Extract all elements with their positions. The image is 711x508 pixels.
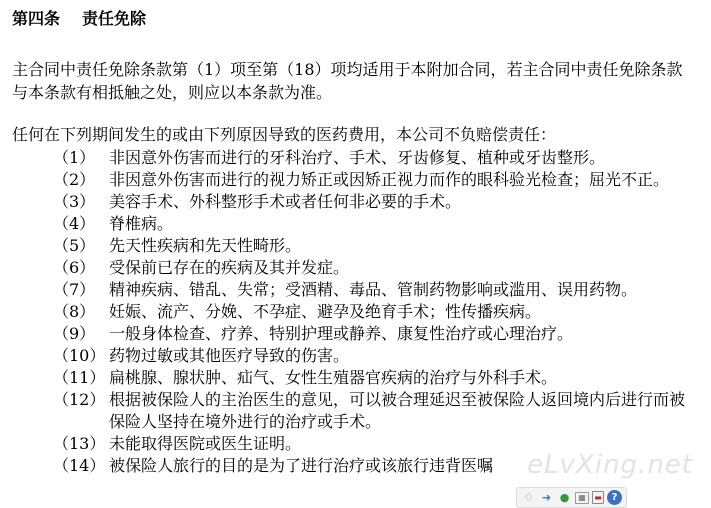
item-number: （12） [53,390,106,409]
intro-paragraph: 主合同中责任免除条款第（1）项至第（18）项均适用于本附加合同，若主合同中责任免除条款与本条款有相抵触之处，则应以本条款为准。 [12,60,683,102]
item-text: 药物过敏或其他医疗导致的伤害。 [109,346,350,365]
site-watermark: eLvXing.net [527,450,693,480]
leaf-icon[interactable]: ● [559,491,570,504]
list-item [8,323,703,345]
item-text: 受保前已存在的疾病及其并发症。 [109,258,350,277]
help-icon[interactable]: ? [607,490,622,505]
list-item [8,279,703,301]
list-item [8,169,703,191]
item-number: （8） [53,302,96,321]
list-item [8,345,703,367]
list-item [8,367,703,389]
item-number: （1） [53,148,96,167]
item-number: （9） [53,324,96,343]
list-item [8,235,703,257]
item-number: （11） [53,368,106,387]
item-number: （5） [53,236,96,255]
arrow-icon[interactable]: ➜ [541,491,552,504]
item-text: 先天性疾病和先天性畸形。 [109,236,302,255]
item-text: 非因意外伤害而进行的牙科治疗、手术、牙齿修复、植种或牙齿整形。 [109,148,606,167]
list-item [8,213,703,235]
item-text: 脊椎病。 [109,214,174,233]
item-number: （10） [53,346,106,365]
item-number: （7） [53,280,96,299]
item-text: 一般身体检查、疗养、特别护理或静养、康复性治疗或心理治疗。 [109,324,574,343]
window-icon[interactable]: ▬ [592,491,604,504]
item-number: （14） [53,456,106,475]
item-text: 被保险人旅行的目的是为了进行治疗或该旅行违背医嘱 [109,456,494,475]
clause-title: 责任免除 [82,9,147,28]
item-text: 未能取得医院或医生证明。 [109,434,302,453]
item-text: 美容手术、外科整形手术或者任何非必要的手术。 [109,192,462,211]
list-item [8,389,703,433]
item-number: （4） [53,214,96,233]
clause-heading [12,8,146,30]
item-text: 根据被保险人的主治医生的意见，可以被合理延迟至被保险人返回境内后进行而被保险人坚持在境外进行的治疗或手术。 [109,390,686,431]
item-number: （6） [53,258,96,277]
keyboard-icon[interactable]: ▦ [575,492,589,504]
exclusion-list [8,147,703,477]
exclusion-lead-paragraph: 任何在下列期间发生的或由下列原因导致的医药费用，本公司不负赔偿责任： [12,125,557,144]
list-item [8,301,703,323]
item-number: （13） [53,434,106,453]
item-text: 扁桃腺、腺状肿、疝气、女性生殖器官疾病的治疗与外科手术。 [109,368,558,387]
item-text: 妊娠、流产、分娩、不孕症、避孕及绝育手术；性传播疾病。 [109,302,542,321]
item-number: （3） [53,192,96,211]
list-item [8,191,703,213]
clause-number: 第四条 [12,9,61,28]
list-item [8,257,703,279]
document-icon[interactable]: ♢ [523,491,534,504]
floating-toolbar [516,487,627,508]
item-text: 非因意外伤害而进行的视力矫正或因矫正视力而作的眼科验光检查；屈光不正。 [109,170,670,189]
list-item [8,147,703,169]
item-text: 精神疾病、错乱、失常；受酒精、毒品、管制药物影响或滥用、误用药物。 [109,280,638,299]
item-number: （2） [53,170,96,189]
